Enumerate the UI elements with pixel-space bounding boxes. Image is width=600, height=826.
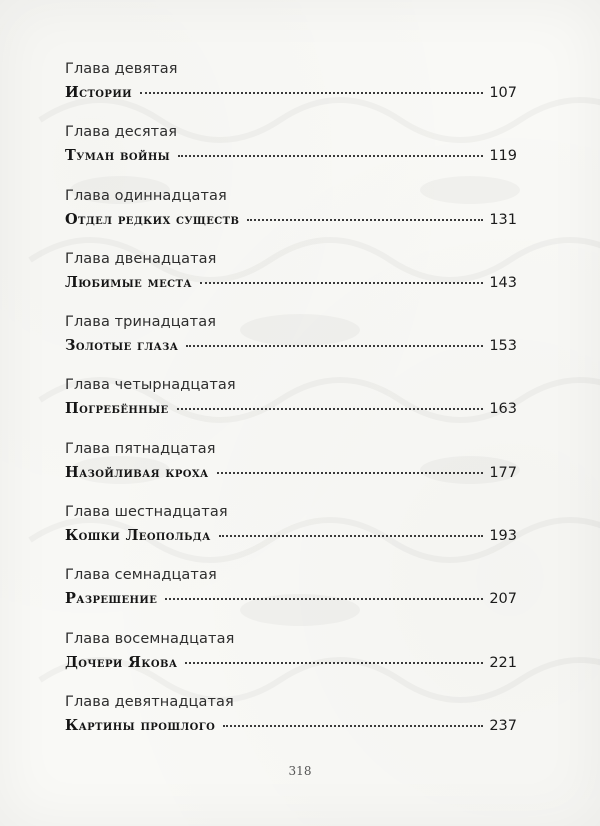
page-number: 131 <box>489 211 517 228</box>
toc-entry[interactable] <box>65 501 517 564</box>
chapter-label: Глава девятая <box>65 61 178 77</box>
chapter-label: Глава десятая <box>65 124 178 141</box>
dot-leader <box>219 535 484 537</box>
chapter-label: Глава двенадцатая <box>65 250 217 267</box>
page-number: 193 <box>489 528 517 545</box>
page-number: 107 <box>489 85 517 101</box>
page-number: 143 <box>489 274 517 291</box>
chapter-label: Глава шестнадцатая <box>65 504 228 521</box>
dot-leader <box>186 345 483 347</box>
dot-leader <box>217 472 484 474</box>
dot-leader <box>223 725 483 727</box>
chapter-label: Глава четырнадцатая <box>65 377 236 394</box>
chapter-label: Глава девятнадцатая <box>65 693 234 710</box>
toc-entry[interactable] <box>65 58 517 121</box>
toc-entry[interactable] <box>65 564 517 627</box>
title-line <box>65 713 517 739</box>
page-number: 119 <box>489 148 517 165</box>
chapter-title: Назойливая кроха <box>65 463 209 481</box>
chapter-label: Глава семнадцатая <box>65 567 217 584</box>
toc-entry[interactable] <box>65 628 517 691</box>
dot-leader <box>177 408 484 410</box>
toc-entry[interactable] <box>65 438 517 501</box>
title-line <box>65 143 517 169</box>
toc-entry[interactable] <box>65 311 517 374</box>
dot-leader <box>247 219 483 221</box>
page-number: 221 <box>489 654 517 671</box>
page-number: 177 <box>489 464 517 481</box>
title-line <box>65 80 517 106</box>
title-line <box>65 523 517 549</box>
chapter-title: Дочери Якова <box>65 653 178 671</box>
title-line <box>65 396 517 422</box>
page-folio: 318 <box>288 764 312 778</box>
chapter-title: Истории <box>65 84 133 101</box>
chapter-title: Кошки Леопольда <box>65 527 211 545</box>
chapter-title: Туман войны <box>65 147 171 165</box>
dot-leader <box>140 92 483 94</box>
page-number: 237 <box>489 717 517 734</box>
page-number: 163 <box>489 401 517 418</box>
chapter-label: Глава тринадцатая <box>65 314 217 331</box>
toc-entry[interactable] <box>65 185 517 248</box>
title-line <box>65 460 517 486</box>
page-number: 207 <box>489 591 517 608</box>
title-line <box>65 333 517 359</box>
chapter-label: Глава одиннадцатая <box>65 187 227 204</box>
chapter-label: Глава восемнадцатая <box>65 630 235 647</box>
toc-entry[interactable] <box>65 121 517 184</box>
toc-entry[interactable] <box>65 691 517 754</box>
chapter-label: Глава пятнадцатая <box>65 440 216 457</box>
chapter-title: Любимые места <box>65 273 192 291</box>
page-number: 153 <box>489 338 517 355</box>
table-of-contents <box>65 58 517 754</box>
toc-entry[interactable] <box>65 248 517 311</box>
chapter-title: Золотые глаза <box>65 337 179 355</box>
toc-entry[interactable] <box>65 374 517 437</box>
title-line <box>65 650 517 676</box>
dot-leader <box>185 662 483 664</box>
title-line <box>65 207 517 233</box>
dot-leader <box>200 282 483 284</box>
title-line <box>65 270 517 296</box>
title-line <box>65 586 517 612</box>
dot-leader <box>178 155 483 157</box>
chapter-title: Погребённые <box>65 400 169 418</box>
chapter-title: Отдел редких существ <box>65 210 240 228</box>
chapter-title: Разрешение <box>65 590 158 608</box>
chapter-title: Картины прошлого <box>65 716 216 734</box>
dot-leader <box>165 598 483 600</box>
